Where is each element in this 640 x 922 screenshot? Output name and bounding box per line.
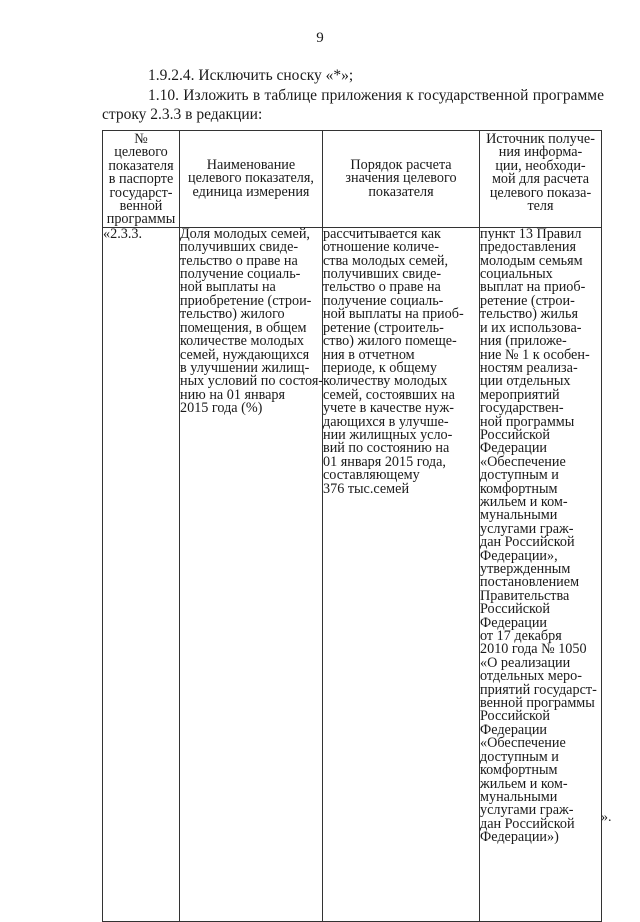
paragraph-1-9-2-4: 1.9.2.4. Исключить сноску «*»; [148,67,354,84]
cell-text-line: в улучшении жилищ- [180,359,310,376]
header-text-line: Порядок расчета [350,156,452,173]
cell-text-line: Доля молодых семей, [180,225,310,242]
cell-text-line: постановлением [480,574,580,591]
cell-text-line: приятий государст- [480,681,597,698]
header-text-line: ния информа- [498,144,583,161]
cell-text-line: приобретение (строи- [180,292,312,309]
header-text-line: показателя [368,183,434,200]
cell-text-line: Российской [480,601,550,618]
cell-text-line: Российской [480,426,550,443]
cell-text-line: учете в качестве нуж- [323,400,454,417]
cell-text-line: тельство) жилого [180,306,285,323]
cell-text-line: количеству молодых [323,373,448,390]
cell-text-line: получивших свиде- [323,266,442,283]
header-text-line: значения целевого [345,170,457,187]
cell-text-line: отношение количе- [323,239,439,256]
cell-text-line: составляющему [323,467,420,484]
cell-text-line: жильем и ком- [480,775,568,792]
cell-text-line: рассчитывается как [323,225,441,242]
header-calculation-method [323,131,480,228]
cell-text-line: дающихся в улучше- [323,413,449,430]
cell-text-line: периоде, к общему [323,359,437,376]
cell-text-line: «Обеспечение [480,453,566,470]
cell-text-line: получивших свиде- [180,239,299,256]
cell-text-line: предоставления [480,239,577,256]
cell-text-line: Федерации [480,614,548,631]
cell-text-line: помещения, в общем [180,319,307,336]
cell-text-line: доступным и [480,748,559,765]
cell-text-line: ния (приложе- [480,333,567,350]
cell-indicator-name [180,227,323,921]
cell-text-line: услугами граж- [480,520,574,537]
header-indicator-name [180,131,323,228]
cell-text-line: ной программы [480,413,575,430]
cell-text-line: и их использова- [480,319,582,336]
header-text-line: мой для расчета [491,171,590,188]
cell-text-line: государствен- [480,400,564,417]
cell-text-line: комфортным [480,480,558,497]
cell-text-line: венной программы [480,695,595,712]
header-text-line: Наименование [206,156,296,173]
cell-text-line: ния в отчетном [323,346,415,363]
header-text-line: Источник получе- [486,131,595,147]
header-information-source [480,131,602,228]
cell-text-line: ных условий по состоя- [180,373,324,390]
cell-text-line: 376 тыс.семей [323,480,410,497]
header-indicator-number [103,131,180,228]
cell-text-line: Федерации [480,440,548,457]
header-text-line: теля [527,198,554,215]
cell-text-line: тельство) жилья [480,306,578,323]
cell-text-line: услугами граж- [480,802,574,819]
cell-text-line: Федерации») [480,829,559,846]
cell-text-line: семей, нуждающихся [180,346,310,363]
cell-text-line: Федерации [480,721,548,738]
paragraph-line: строку 2.3.3 в редакции: [102,106,263,123]
cell-text-line: ство) жилого помеще- [323,333,457,350]
header-text-line: целевого [114,144,168,161]
cell-text-line: Российской [480,708,550,725]
cell-text-line: ретение (строитель- [323,319,444,336]
cell-text-line: ние № 1 к особен- [480,346,590,363]
cell-text-line: ной выплаты на приоб- [323,306,464,323]
cell-text-line: комфортным [480,762,558,779]
cell-text-line: Правительства [480,587,570,604]
cell-text-line: 2015 года (%) [180,400,263,417]
cell-text-line: от 17 декабря [480,628,562,645]
cell-text-line: дан Российской [480,534,575,551]
header-text-line: целевого показа- [489,184,592,201]
header-text-line: ции, необходи- [495,157,586,174]
cell-text-line: нию на 01 января [180,386,286,403]
closing-quote: ». [601,810,612,825]
cell-text-line: доступным и [480,467,559,484]
header-text-line: в паспорте [108,171,174,188]
cell-text-line: жильем и ком- [480,493,568,510]
cell-text-line: пункт 13 Правил [480,225,582,242]
cell-text-line: мунальными [480,507,558,524]
indicator-table [102,130,602,922]
header-text-line: показателя [108,157,174,174]
cell-text-line: молодым семьям [480,252,583,269]
paragraph-line: 1.10. Изложить в таблице приложения к государственной программе [148,87,604,104]
table-header-row [103,131,602,228]
cell-text-line: мунальными [480,788,558,805]
cell-text-line: ства молодых семей, [323,252,449,269]
cell-text-line: 2010 года № 1050 [480,641,587,658]
header-text-line: венной [119,198,163,215]
cell-text-line: вий по состоянию на [323,440,450,457]
cell-text-line: социальных [480,266,553,283]
cell-text-line: количестве молодых [180,333,304,350]
header-text-line: единица измерения [192,183,310,200]
cell-text-line: тельство о праве на [323,279,441,296]
cell-calculation-method [323,227,480,921]
cell-text-line: мероприятий [480,386,560,403]
cell-text-line: 01 января 2015 года, [323,453,446,470]
cell-text-line: нии жилищных усло- [323,426,453,443]
cell-indicator-number: «2.3.3. [103,227,180,921]
cell-text-line: «Обеспечение [480,735,566,752]
header-text-line: государст- [109,184,173,201]
table-row [103,227,602,921]
cell-text-line: ретение (строи- [480,292,575,309]
cell-text-line: семей, состоявших на [323,386,455,403]
cell-text-line: «О реализации [480,654,571,671]
cell-text-line: ностям реализа- [480,359,578,376]
cell-text-line: отдельных меро- [480,668,582,685]
cell-text-line: получение социаль- [180,266,301,283]
cell-text-line: выплат на приоб- [480,279,586,296]
cell-text-line: утвержденным [480,561,571,577]
cell-text-line: Федерации», [480,547,558,564]
header-text-line: целевого показателя, [188,170,314,187]
cell-text-line: тельство о праве на [180,252,298,269]
paragraph-1-10 [102,86,604,124]
header-text-line: программы [106,211,176,228]
cell-text-line: ции отдельных [480,373,571,390]
cell-text-line: ной выплаты на [180,279,276,296]
page-number: 9 [316,30,324,46]
cell-text-line: дан Российской [480,815,575,832]
cell-information-source [480,227,602,921]
header-text-line: № [134,131,148,147]
cell-text-line: получение социаль- [323,292,444,309]
